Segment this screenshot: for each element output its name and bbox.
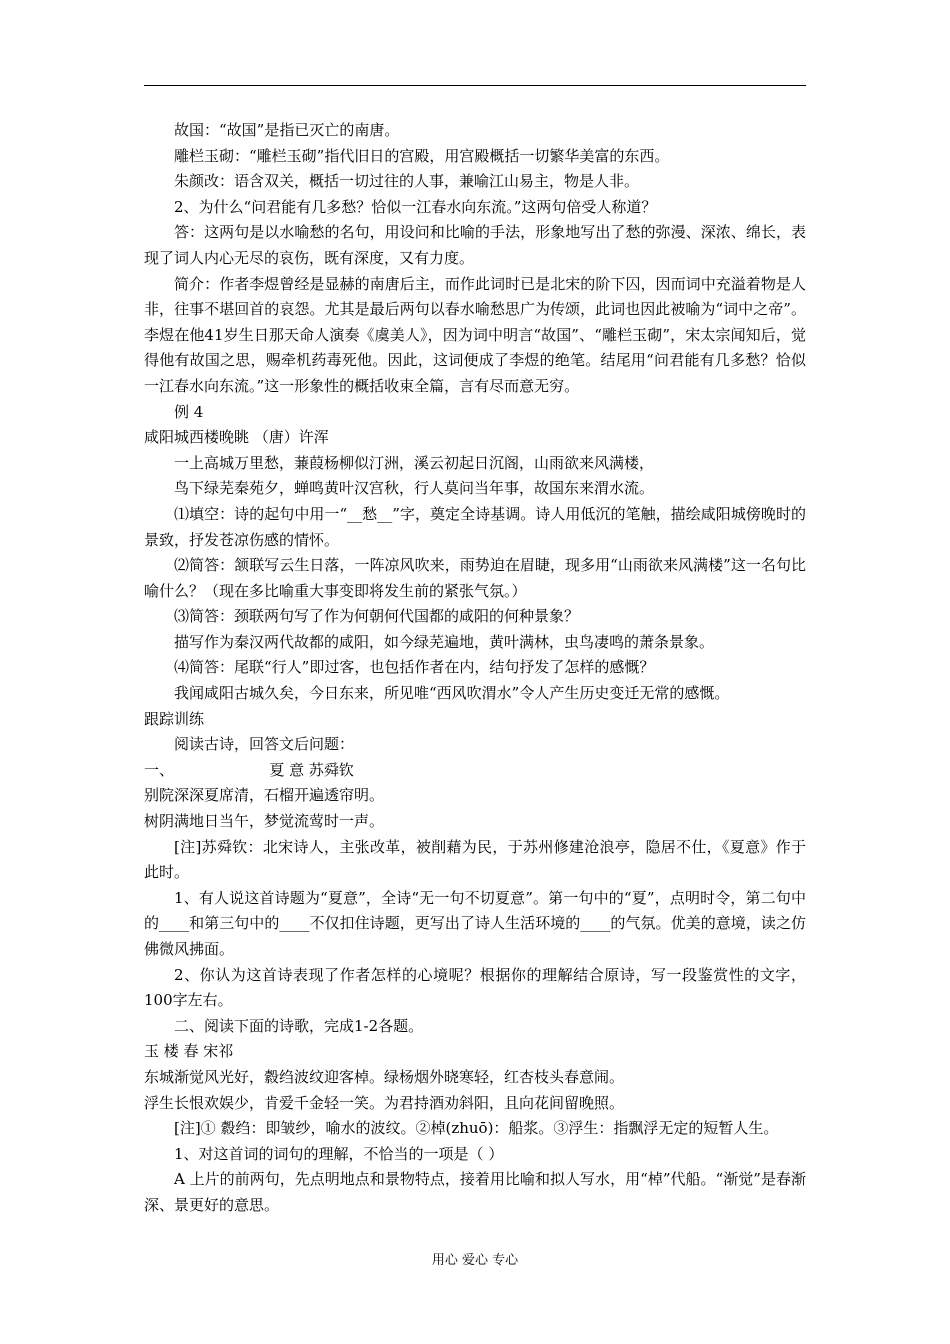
paragraph: ⑷简答：尾联“行人”即过客，也包括作者在内，结句抒发了怎样的感慨？	[174, 658, 655, 677]
paragraph: 浮生长恨欢娱少，肯爱千金轻一笑。为君持酒劝斜阳，且向花间留晚照。	[144, 1093, 625, 1112]
paragraph: 咸阳城西楼晚眺 （唐）许浑	[144, 428, 329, 447]
paragraph: 鸟下绿芜秦苑夕，蝉鸣黄叶汉宫秋，行人莫问当年事，故国东来渭水流。	[174, 479, 655, 498]
paragraph: 2、为什么“问君能有几多愁？恰似一江春水向东流。”这两句倍受人称道？	[174, 197, 657, 216]
paragraph: 树阴满地日当午，梦觉流莺时一声。	[144, 812, 385, 831]
paragraph: 雕栏玉砌：“雕栏玉砌”指代旧日的宫殿，用宫殿概括一切繁华美富的东西。	[174, 146, 670, 165]
document-body	[144, 118, 806, 1219]
paragraph: 故国：“故国”是指已灭亡的南唐。	[174, 121, 400, 139]
paragraph: [注]① 縠绉：即皱纱，喻水的波纹。②棹(zhuō)：船浆。③浮生：指飘浮无定的短暂人生。	[174, 1119, 779, 1138]
paragraph: A 上片的前两句，先点明地点和景物特点，接着用比喻和拟人写水，用“棹”代船。“渐觉”是春渐深、景更好的意思。	[144, 1170, 806, 1214]
paragraph: 答：这两句是以水喻愁的名句，用设问和比喻的手法，形象地写出了愁的弥漫、深浓、绵长，表现了词人内心无尽的哀伤，既有深度，又有力度。	[144, 223, 806, 267]
paragraph: 简介：作者李煜曾经是显赫的南唐后主，而作此词时已是北宋的阶下囚，因而词中充溢着物是人非，往事不堪回首的哀怨。尤其是最后两句以春水喻愁思广为传颂，此词也因此被喻为“词中之帝”。李煜在他41岁生日那天命人演奏《虞美人》，因为词中明言“故国”、“雕栏玉砌”，宋太宗闻知后，觉得他有故国之思，赐牵机药毒死他。因此，这词便成了李煜的绝笔。结尾用“问君能有几多愁？恰似一江春水向东流。”这一形象性的概括收束全篇，言有尽而意无穷。	[144, 274, 806, 395]
paragraph: 2、你认为这首诗表现了作者怎样的心境呢？根据你的理解结合原诗，写一段鉴赏性的文字，100字左右。	[144, 965, 806, 1010]
paragraph: 1、对这首词的词句的理解，不恰当的一项是（ ）	[174, 1144, 504, 1163]
paragraph: 例 4	[174, 402, 204, 421]
paragraph: 我闻咸阳古城久矣，今日东来，所见唯“西风吹渭水”令人产生历史变迁无常的感慨。	[174, 684, 730, 703]
paragraph: 东城渐觉风光好，縠绉波纹迎客棹。绿杨烟外晓寒轻，红杏枝头春意闹。	[144, 1067, 625, 1086]
paragraph: 别院深深夏席清，石榴开遍透帘明。	[144, 786, 385, 805]
header-rule	[144, 85, 806, 86]
paragraph: 阅读古诗，回答文后问题：	[174, 735, 355, 754]
paragraph: 一上高城万里愁，蒹葭杨柳似汀洲，溪云初起日沉阁，山雨欲来风满楼，	[174, 453, 655, 472]
paragraph: 一、 夏 意 苏舜钦	[144, 760, 354, 779]
paragraph: [注]苏舜钦：北宋诗人，主张改革，被削藉为民，于苏州修建沧浪亭，隐居不仕，《夏意》作于此时。	[144, 837, 806, 882]
paragraph: 跟踪训练	[144, 709, 205, 728]
paragraph: ⑴填空：诗的起句中用一“__愁__”字，奠定全诗基调。诗人用低沉的笔触，描绘咸阳城傍晚时的景致，抒发苍凉伤感的情怀。	[144, 504, 806, 549]
paragraph: 描写作为秦汉两代故都的咸阳，如今绿芜遍地，黄叶满林，虫鸟凄鸣的萧条景象。	[174, 632, 715, 651]
paragraph: 1、有人说这首诗题为“夏意”，全诗“无一句不切夏意”。第一句中的“夏”，点明时令，第二句中的____和第三句中的____不仅扣住诗题，更写出了诗人生活环境的____的气氛。优美的意境，读之仿佛微风拂面。	[144, 888, 806, 958]
paragraph: ⑵简答：颔联写云生日落，一阵凉风吹来，雨势迫在眉睫，现多用“山雨欲来风满楼”这一名句比喻什么？（现在多比喻重大事变即将发生前的紧张气氛。）	[144, 556, 806, 600]
paragraph: ⑶简答：颈联两句写了作为何朝何代国都的咸阳的何种景象？	[174, 607, 580, 626]
page-footer: 用心 爱心 专心	[431, 1253, 519, 1268]
paragraph: 二、阅读下面的诗歌，完成1-2各题。	[174, 1016, 424, 1035]
paragraph: 朱颜改：语含双关，概括一切过往的人事，兼喻江山易主，物是人非。	[174, 172, 640, 191]
paragraph: 玉 楼 春 宋祁	[144, 1042, 234, 1061]
